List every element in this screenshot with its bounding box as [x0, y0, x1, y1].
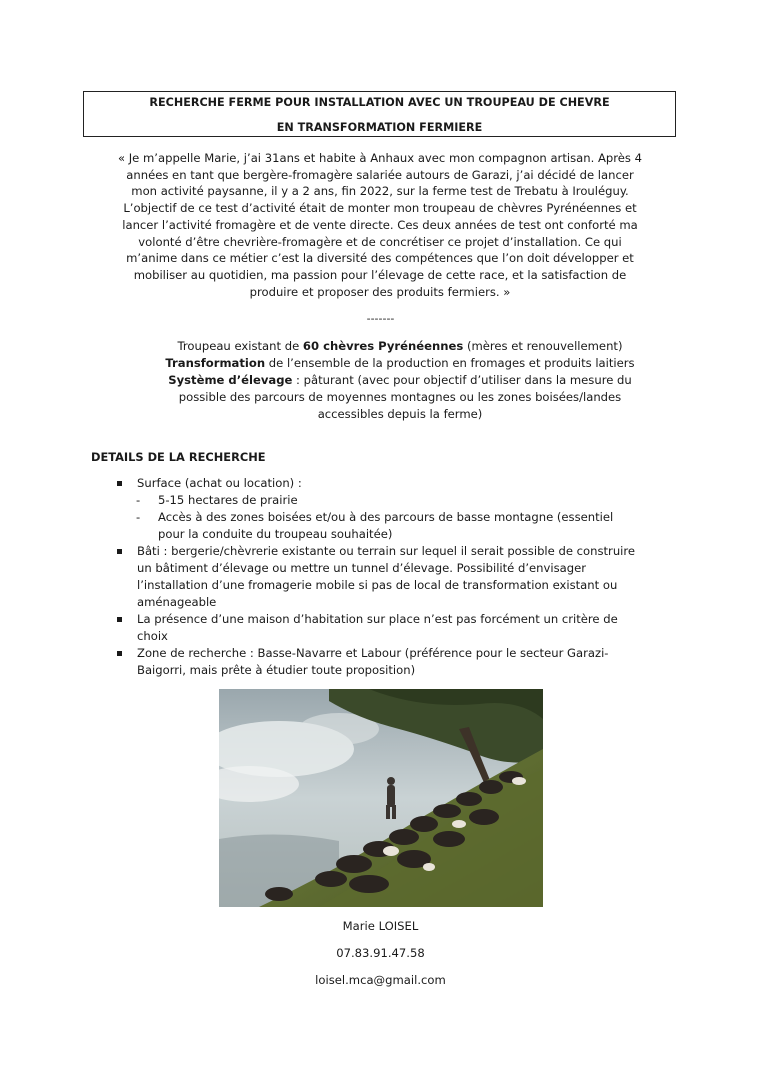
list-item-bati: [114, 543, 674, 611]
title-line-1: RECHERCHE FERME POUR INSTALLATION AVEC UN TROUPEAU DE CHEVRE: [149, 96, 610, 109]
list-item-surface: [114, 475, 674, 492]
zone-text: Zone de recherche : Basse-Navarre et Labour (préférence pour le secteur Garazi-: [137, 646, 609, 660]
project-summary: [120, 338, 680, 423]
intro-line: années en tant que bergère-fromagère salariée autours de Garazi, j’ai décidé de lancer: [126, 167, 634, 182]
maison-text: choix: [137, 629, 168, 643]
intro-line: volonté d’être chevrière-fromagère et de concrétiser ce projet d’installation. Ce qui: [138, 234, 622, 249]
list-item-maison: [114, 611, 674, 645]
sub-item-text: pour la conduite du troupeau souhaitée): [158, 527, 393, 541]
system-line: [120, 372, 680, 389]
sub-item-text: Accès à des zones boisées et/ou à des parcours de basse montagne (essentiel: [158, 510, 614, 524]
square-bullet-icon: [117, 549, 122, 554]
square-bullet-icon: [117, 617, 122, 622]
dash-bullet-icon: -: [136, 493, 141, 507]
dash-bullet-icon: -: [136, 510, 141, 524]
bati-text: Bâti : bergerie/chèvrerie existante ou terrain sur lequel il serait possible de construire: [137, 544, 636, 558]
transformation-text: de l’ensemble de la production en fromages et produits laitiers: [265, 356, 635, 370]
title-line-2: EN TRANSFORMATION FERMIERE: [276, 121, 483, 134]
bati-text: l’installation d’une fromagerie mobile si pas de local de transformation existant ou: [137, 578, 618, 592]
sub-item-text: 5-15 hectares de prairie: [158, 493, 298, 507]
intro-line: mon activité paysanne, il y a 2 ans, fin 2022, sur la ferme test de Trebatu à Irouléguy.: [131, 184, 629, 199]
system-label: Système d’élevage: [168, 373, 293, 387]
sub-item-zones: [114, 509, 674, 543]
zone-text: Baigorri, mais prête à étudier toute proposition): [137, 663, 416, 677]
bati-text: un bâtiment d’élevage ou mettre un tunnel d’élevage. Possibilité d’envisager: [137, 561, 587, 575]
herd-line: [120, 338, 680, 355]
system-line-3: accessibles depuis la ferme): [317, 407, 483, 421]
bati-text: aménageable: [137, 595, 217, 609]
title-box: [83, 91, 676, 137]
intro-quote: [84, 150, 676, 300]
square-bullet-icon: [117, 481, 122, 486]
list-item-zone: [114, 645, 674, 679]
transformation-line: [120, 355, 680, 372]
intro-line: L’objectif de ce test d’activité était de monter mon troupeau de chèvres Pyrénéennes et: [123, 201, 637, 216]
square-bullet-icon: [117, 651, 122, 656]
contact-email: loisel.mca@gmail.com: [315, 973, 446, 987]
herd-suffix: (mères et renouvellement): [463, 339, 623, 353]
sub-item-prairie: [114, 492, 674, 509]
herd-count: 60 chèvres Pyrénéennes: [302, 339, 464, 353]
details-heading: DETAILS DE LA RECHERCHE: [91, 450, 266, 464]
system-text: : pâturant (avec pour objectif d’utiliser dans la mesure du: [292, 373, 632, 387]
details-list: [114, 475, 674, 679]
intro-line: lancer l’activité fromagère et de vente directe. Ces deux années de test ont conforté ma: [122, 217, 638, 232]
intro-line: m’anime dans ce métier c’est la diversité des compétences que l’on doit développer et: [126, 251, 634, 266]
maison-text: La présence d’une maison d’habitation sur place n’est pas forcément un critère de: [137, 612, 618, 626]
system-line-2: possible des parcours de moyennes montagnes ou les zones boisées/landes: [178, 390, 622, 404]
surface-label: Surface (achat ou location) :: [137, 476, 302, 490]
transformation-label: Transformation: [165, 356, 266, 370]
intro-line: « Je m’appelle Marie, j’ai 31ans et habite à Anhaux avec mon compagnon artisan. Après 4: [117, 151, 642, 165]
intro-line: mobiliser au quotidien, ma passion pour l’élevage de cette race, et la satisfaction de: [133, 267, 627, 282]
contact-name: Marie LOISEL: [342, 919, 419, 933]
herd-prefix: Troupeau existant de: [177, 339, 303, 353]
intro-line: produire et proposer des produits fermiers. »: [249, 284, 511, 299]
goat-herd-photo: [219, 689, 543, 907]
separator: -------: [366, 312, 395, 325]
contact-phone: 07.83.91.47.58: [336, 946, 425, 960]
